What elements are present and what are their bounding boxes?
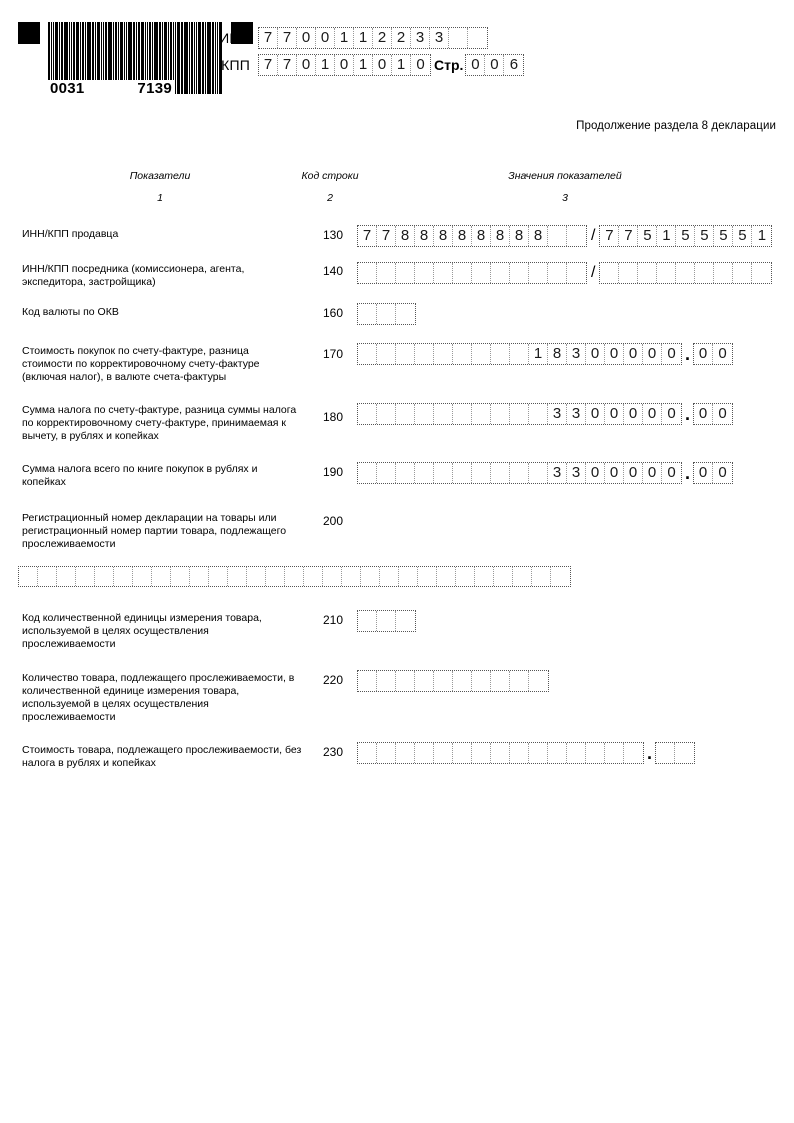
cell[interactable]: 2: [373, 28, 392, 48]
cell[interactable]: [396, 404, 415, 424]
cell[interactable]: 8: [510, 226, 529, 246]
cell[interactable]: [396, 743, 415, 763]
cell[interactable]: [415, 263, 434, 283]
cell[interactable]: [472, 344, 491, 364]
cell[interactable]: [472, 463, 491, 483]
inn-input-140[interactable]: [357, 262, 587, 284]
row-label-130: ИНН/КПП продавца: [22, 228, 119, 240]
cell[interactable]: 7: [278, 28, 297, 48]
cell[interactable]: [624, 743, 643, 763]
page-header: [18, 22, 776, 112]
row-value-130: [357, 225, 772, 247]
row-value-220: [357, 670, 549, 692]
cell[interactable]: [472, 671, 491, 691]
row-code-190: 190: [322, 465, 344, 479]
cell[interactable]: 0: [373, 55, 392, 75]
row-code-220: 220: [322, 673, 344, 687]
cell[interactable]: 0: [694, 404, 713, 424]
cell[interactable]: [415, 404, 434, 424]
row-label-230: Стоимость товара, подлежащего прослеживаемости, без налога в рублях и копейках: [22, 744, 302, 769]
cell[interactable]: 0: [605, 463, 624, 483]
cell[interactable]: 7: [619, 226, 638, 246]
cell[interactable]: [114, 567, 133, 586]
cell[interactable]: [551, 567, 570, 586]
cell[interactable]: [358, 404, 377, 424]
cell[interactable]: [657, 263, 676, 283]
amount-integer-input-180[interactable]: [357, 403, 682, 425]
cell[interactable]: 3: [567, 344, 586, 364]
row-label-220: Количество товара, подлежащего прослеживаемости, в количественной единице измерения товара, используемой в целях осуществления прослеживаемости: [22, 672, 295, 723]
amount-decimal-input-190[interactable]: [693, 462, 733, 484]
row-label-140: ИНН/КПП посредника (комиссионера, агента, экспедитора, застройщика): [22, 263, 245, 288]
amount-decimal-input-180[interactable]: [693, 403, 733, 425]
row-value-180: [357, 403, 733, 425]
cell[interactable]: [733, 263, 752, 283]
cell[interactable]: 0: [316, 28, 335, 48]
cell[interactable]: [377, 344, 396, 364]
cell[interactable]: 0: [416, 56, 425, 73]
cell[interactable]: [415, 671, 434, 691]
cell[interactable]: [285, 567, 304, 586]
cell[interactable]: 0: [297, 28, 316, 48]
cell[interactable]: [418, 567, 437, 586]
cell[interactable]: [510, 263, 529, 283]
tracking-number-input[interactable]: [18, 566, 571, 587]
row-label-190: Сумма налога всего по книге покупок в рублях и копейках: [22, 463, 258, 488]
cell[interactable]: 0: [605, 404, 624, 424]
kpp-input-140[interactable]: [599, 262, 772, 284]
cell[interactable]: [247, 567, 266, 586]
cell[interactable]: 0: [624, 463, 643, 483]
cell[interactable]: [529, 463, 548, 483]
row-code-210: 210: [322, 613, 344, 627]
cell[interactable]: [377, 404, 396, 424]
barcode-row: [18, 22, 200, 74]
cell[interactable]: [449, 28, 468, 48]
cell[interactable]: [57, 567, 76, 586]
cell[interactable]: [548, 743, 567, 763]
cell[interactable]: [605, 743, 624, 763]
cell[interactable]: [475, 567, 494, 586]
cell[interactable]: 6: [509, 56, 519, 73]
cell[interactable]: 1: [354, 28, 373, 48]
cell[interactable]: 1: [529, 344, 548, 364]
barcode-digits-left: 0031: [50, 80, 85, 97]
cell[interactable]: [358, 611, 377, 631]
row-label-160: Код валюты по ОКВ: [22, 306, 119, 318]
cell[interactable]: 1: [757, 227, 767, 244]
cell[interactable]: 1: [392, 55, 411, 75]
kpp-row: [208, 53, 524, 77]
cell[interactable]: [434, 404, 453, 424]
cell[interactable]: [361, 567, 380, 586]
barcode-digits: [48, 80, 174, 97]
cell[interactable]: [19, 567, 38, 586]
cell[interactable]: 1: [657, 226, 676, 246]
cell[interactable]: [152, 567, 171, 586]
cell[interactable]: [676, 263, 695, 283]
column-number-3: 3: [562, 192, 568, 204]
tracking-number-row: [18, 566, 571, 587]
row-code-200: 200: [322, 514, 344, 528]
page-number-input[interactable]: [465, 54, 524, 76]
cell[interactable]: [453, 344, 472, 364]
cell[interactable]: 0: [624, 404, 643, 424]
cell[interactable]: 0: [643, 463, 662, 483]
cell[interactable]: [434, 463, 453, 483]
cell[interactable]: 1: [354, 55, 373, 75]
cell[interactable]: [491, 463, 510, 483]
cell[interactable]: 3: [567, 404, 586, 424]
cell[interactable]: [695, 263, 714, 283]
cell[interactable]: [491, 263, 510, 283]
cell[interactable]: 8: [529, 226, 548, 246]
cell[interactable]: 8: [491, 226, 510, 246]
cell[interactable]: [714, 263, 733, 283]
cell[interactable]: 0: [643, 344, 662, 364]
cell[interactable]: 0: [297, 55, 316, 75]
cell[interactable]: [396, 611, 415, 631]
row-value-190: [357, 462, 733, 484]
cell[interactable]: [491, 671, 510, 691]
cell[interactable]: 7: [377, 226, 396, 246]
cell[interactable]: [529, 671, 548, 691]
column-header-values: Значения показателей: [508, 170, 622, 182]
column-header-line-code: Код строки: [301, 170, 359, 182]
cell[interactable]: [358, 304, 377, 324]
cell[interactable]: [491, 743, 510, 763]
cell[interactable]: [228, 567, 247, 586]
amount-decimal-input-170[interactable]: [693, 343, 733, 365]
row-value-170: [357, 343, 733, 365]
cell[interactable]: [510, 463, 529, 483]
cell[interactable]: [453, 463, 472, 483]
page-number-label: Стр.: [434, 57, 464, 73]
cell[interactable]: 8: [548, 344, 567, 364]
cell[interactable]: [38, 567, 57, 586]
cell[interactable]: 8: [472, 226, 491, 246]
row-label-180: Сумма налога по счету-фактуре, разница суммы налога по корректировочному счету-фактуре, принимаемая к вычету, в рублях и копейках: [22, 404, 297, 442]
cell[interactable]: [377, 671, 396, 691]
cell[interactable]: [529, 263, 548, 283]
cell[interactable]: [358, 463, 377, 483]
cell[interactable]: 8: [453, 226, 472, 246]
cell[interactable]: [510, 404, 529, 424]
cell[interactable]: 7: [358, 226, 377, 246]
cell[interactable]: 0: [694, 463, 713, 483]
cell[interactable]: [358, 743, 377, 763]
kpp-label: КПП: [221, 57, 250, 73]
cell[interactable]: [567, 743, 586, 763]
cell[interactable]: 3: [430, 28, 449, 48]
cell[interactable]: [456, 567, 475, 586]
cell[interactable]: [396, 463, 415, 483]
cell[interactable]: [548, 263, 567, 283]
cell[interactable]: 0: [718, 345, 727, 362]
cell[interactable]: 0: [667, 464, 676, 481]
row-label-210: Код количественной единицы измерения товара, используемой в целях осуществления прослеживаемости: [22, 612, 262, 650]
cell[interactable]: 0: [694, 344, 713, 364]
column-number-1: 1: [157, 192, 163, 204]
cell[interactable]: [548, 226, 567, 246]
cell[interactable]: [396, 304, 415, 324]
cell[interactable]: [619, 263, 638, 283]
separator-slash: /: [591, 264, 596, 281]
row-code-140: 140: [322, 264, 344, 278]
amount-integer-input-190[interactable]: [357, 462, 682, 484]
cell[interactable]: [532, 567, 551, 586]
cell[interactable]: 0: [667, 405, 676, 422]
cell[interactable]: [513, 567, 532, 586]
inn-row: [208, 26, 524, 50]
row-label-200: Регистрационный номер декларации на товары или регистрационный номер партии товара, подлежащего прослеживаемости: [22, 512, 287, 550]
cell[interactable]: [453, 743, 472, 763]
cell[interactable]: [529, 743, 548, 763]
column-headers: [0, 170, 794, 210]
inn-input-130[interactable]: [357, 225, 587, 247]
cell[interactable]: 0: [605, 344, 624, 364]
cell[interactable]: [342, 567, 361, 586]
cell[interactable]: [656, 743, 675, 763]
cell[interactable]: 0: [466, 55, 485, 75]
cell[interactable]: [468, 28, 487, 48]
cell[interactable]: [95, 567, 114, 586]
cell[interactable]: [453, 404, 472, 424]
cell[interactable]: 5: [638, 226, 657, 246]
cell[interactable]: [377, 263, 396, 283]
cell[interactable]: 8: [434, 226, 453, 246]
cell[interactable]: 0: [586, 463, 605, 483]
cell[interactable]: [472, 404, 491, 424]
cell[interactable]: [415, 344, 434, 364]
cell[interactable]: 5: [676, 226, 695, 246]
cell[interactable]: 0: [335, 55, 354, 75]
cell[interactable]: 0: [643, 404, 662, 424]
cell[interactable]: [472, 743, 491, 763]
cell[interactable]: 3: [567, 463, 586, 483]
column-header-indicators: Показатели: [129, 170, 191, 182]
cell[interactable]: [434, 671, 453, 691]
cell[interactable]: [396, 344, 415, 364]
cell[interactable]: [675, 743, 694, 763]
cell[interactable]: [323, 567, 342, 586]
amount-integer-input-230[interactable]: [357, 742, 644, 764]
row-code-160: 160: [322, 306, 344, 320]
row-code-180: 180: [322, 410, 344, 424]
cell[interactable]: [638, 263, 657, 283]
cell[interactable]: 7: [259, 28, 278, 48]
cell[interactable]: [434, 344, 453, 364]
row-value-210: [357, 610, 416, 632]
cell[interactable]: [600, 263, 619, 283]
cell[interactable]: [377, 611, 396, 631]
cell[interactable]: 0: [586, 344, 605, 364]
cell[interactable]: [358, 344, 377, 364]
cell[interactable]: [491, 344, 510, 364]
cell[interactable]: 7: [259, 55, 278, 75]
cell[interactable]: [453, 671, 472, 691]
row-value-230: [357, 742, 695, 764]
cell[interactable]: [510, 743, 529, 763]
cell[interactable]: 1: [335, 28, 354, 48]
cell[interactable]: [434, 263, 453, 283]
cell[interactable]: [171, 567, 190, 586]
cell[interactable]: [377, 743, 396, 763]
identification-fields: [208, 26, 524, 80]
cell[interactable]: [76, 567, 95, 586]
cell[interactable]: [510, 344, 529, 364]
cell[interactable]: 0: [485, 55, 504, 75]
cell[interactable]: [453, 263, 472, 283]
cell[interactable]: [567, 226, 586, 246]
kpp-input-130[interactable]: [599, 225, 772, 247]
amount-decimal-input-230[interactable]: [655, 742, 695, 764]
cell[interactable]: 0: [624, 344, 643, 364]
value-input-160[interactable]: [357, 303, 416, 325]
row-code-130: 130: [322, 228, 344, 242]
cell[interactable]: 0: [667, 345, 676, 362]
row-value-160: [357, 303, 416, 325]
cell[interactable]: 3: [411, 28, 430, 48]
cell[interactable]: [529, 404, 548, 424]
cell[interactable]: [567, 263, 586, 283]
cell[interactable]: 0: [718, 464, 727, 481]
cell[interactable]: 5: [695, 226, 714, 246]
cell[interactable]: [190, 567, 209, 586]
row-code-230: 230: [322, 745, 344, 759]
barcode-block: [18, 22, 200, 97]
cell[interactable]: [415, 463, 434, 483]
cell[interactable]: [358, 671, 377, 691]
cell[interactable]: [510, 671, 529, 691]
row-label-170: Стоимость покупок по счету-фактуре, разница стоимости по корректировочному счету-фактуре (включая налог), в валюте счета-фактуры: [22, 345, 260, 383]
value-input-210[interactable]: [357, 610, 416, 632]
cell[interactable]: [396, 671, 415, 691]
decimal-separator: .: [685, 404, 691, 424]
cell[interactable]: [209, 567, 228, 586]
cell[interactable]: 0: [586, 404, 605, 424]
cell[interactable]: 8: [396, 226, 415, 246]
cell[interactable]: [415, 743, 434, 763]
cell[interactable]: [396, 263, 415, 283]
cell[interactable]: 5: [714, 226, 733, 246]
cell[interactable]: [586, 743, 605, 763]
cell[interactable]: [399, 567, 418, 586]
cell[interactable]: [434, 743, 453, 763]
cell[interactable]: [133, 567, 152, 586]
cell[interactable]: 7: [600, 226, 619, 246]
cell[interactable]: [377, 304, 396, 324]
section-title: Продолжение раздела 8 декларации: [576, 120, 776, 132]
inn-input[interactable]: [258, 27, 488, 49]
decimal-separator: .: [685, 344, 691, 364]
cell[interactable]: 3: [548, 404, 567, 424]
cell[interactable]: 5: [733, 226, 752, 246]
cell[interactable]: [304, 567, 323, 586]
cell[interactable]: [472, 263, 491, 283]
cell[interactable]: [494, 567, 513, 586]
row-value-140: [357, 262, 772, 284]
cell[interactable]: 1: [316, 55, 335, 75]
cell[interactable]: 0: [718, 405, 727, 422]
cell[interactable]: [266, 567, 285, 586]
kpp-input[interactable]: [258, 54, 431, 76]
cell[interactable]: [358, 263, 377, 283]
amount-integer-input-170[interactable]: [357, 343, 682, 365]
cell[interactable]: [491, 404, 510, 424]
cell[interactable]: [437, 567, 456, 586]
inn-label: ИНН: [219, 30, 250, 46]
cell[interactable]: [752, 263, 771, 283]
cell[interactable]: 2: [392, 28, 411, 48]
barcode-digits-right: 7139: [137, 80, 172, 97]
value-input-220[interactable]: [357, 670, 549, 692]
cell[interactable]: 3: [548, 463, 567, 483]
row-code-170: 170: [322, 347, 344, 361]
decimal-separator: .: [647, 743, 653, 763]
column-number-2: 2: [327, 192, 333, 204]
cell[interactable]: [377, 463, 396, 483]
cell[interactable]: 7: [278, 55, 297, 75]
barcode-marker-square-left: [18, 22, 40, 44]
separator-slash: /: [591, 227, 596, 244]
cell[interactable]: 8: [415, 226, 434, 246]
decimal-separator: .: [685, 463, 691, 483]
cell[interactable]: [380, 567, 399, 586]
